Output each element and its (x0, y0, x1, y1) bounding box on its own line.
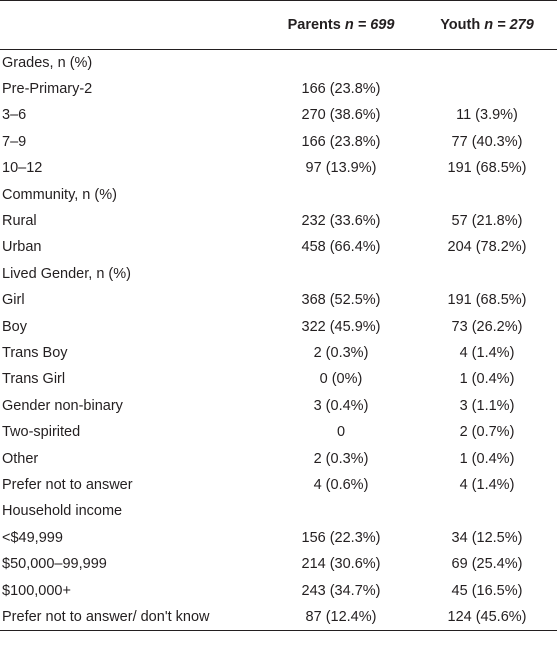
table-row (0, 577, 557, 603)
parents-value: 2 (0.3%) (313, 450, 369, 467)
youth-value: 45 (16.5%) (451, 582, 523, 599)
youth-value: 77 (40.3%) (451, 133, 523, 150)
parents-value: 0 (336, 424, 346, 441)
youth-value: 191 (68.5%) (447, 292, 527, 309)
youth-value (417, 76, 557, 102)
parents-label: Parents (287, 17, 345, 33)
row-label: Other (2, 450, 39, 467)
youth-value: 2 (0.7%) (459, 424, 515, 441)
parents-n: n = 699 (344, 17, 395, 33)
youth-value: 34 (12.5%) (451, 529, 523, 546)
row-label: Two-spirited (2, 424, 81, 441)
row-label: Lived Gender, n (%) (2, 265, 131, 282)
row-label: Prefer not to answer/ don't know (0, 604, 265, 630)
parents-value: 232 (33.6%) (301, 213, 381, 230)
youth-value: 191 (68.5%) (447, 160, 527, 177)
table-row (0, 604, 557, 630)
table-header (0, 1, 557, 50)
youth-value: 11 (3.9%) (456, 107, 518, 124)
table-row (0, 129, 557, 155)
table-row (0, 551, 557, 577)
table-row (0, 313, 557, 339)
table-row (0, 366, 557, 392)
youth-value (417, 181, 557, 207)
row-label: Household income (2, 503, 123, 520)
row-label: Community, n (%) (2, 186, 117, 203)
table-row (0, 234, 557, 260)
parents-value: 166 (23.8%) (301, 81, 381, 98)
row-label: 10–12 (2, 160, 43, 177)
row-label: Trans Girl (2, 371, 66, 388)
row-label: <$49,999 (2, 529, 63, 546)
parents-value: 322 (45.9%) (301, 318, 381, 335)
table-row (0, 498, 557, 524)
youth-n: n = 279 (484, 17, 534, 33)
parents-value: 458 (66.4%) (301, 239, 381, 256)
row-label: Gender non-binary (2, 397, 123, 414)
youth-value: 69 (25.4%) (451, 556, 523, 573)
table-row (0, 445, 557, 471)
parents-value (265, 261, 417, 287)
youth-value: 3 (1.1%) (459, 397, 515, 414)
parents-value (265, 498, 417, 524)
parents-value: 2 (0.3%) (313, 344, 369, 361)
row-label: Grades, n (%) (2, 54, 93, 71)
table-row (0, 287, 557, 313)
parents-value: 97 (13.9%) (305, 160, 377, 177)
parents-value: 166 (23.8%) (301, 133, 381, 150)
parents-value (265, 181, 417, 207)
row-label: Urban (2, 239, 42, 256)
table-row (0, 208, 557, 234)
parents-value: 3 (0.4%) (313, 397, 369, 414)
header-row (0, 1, 557, 50)
youth-value: 4 (1.4%) (459, 344, 515, 361)
table-row (0, 340, 557, 366)
parents-value: 156 (22.3%) (301, 529, 381, 546)
row-label: $100,000+ (2, 582, 71, 599)
youth-value (417, 50, 557, 76)
youth-value (417, 498, 557, 524)
table-row (0, 102, 557, 128)
header-youth (417, 1, 557, 50)
youth-value: 1 (0.4%) (459, 450, 515, 467)
table-row (0, 50, 557, 76)
row-label: Prefer not to answer (2, 476, 133, 493)
row-label: 7–9 (2, 133, 27, 150)
youth-value: 1 (0.4%) (459, 371, 515, 388)
youth-label: Youth (440, 17, 485, 33)
row-label: Trans Boy (2, 344, 68, 361)
row-label: Rural (2, 213, 37, 230)
row-label: Girl (2, 292, 25, 309)
parents-value: 87 (12.4%) (265, 604, 417, 630)
table-body (0, 50, 557, 631)
parents-value: 214 (30.6%) (301, 556, 381, 573)
table-row (0, 419, 557, 445)
table-row (0, 181, 557, 207)
youth-value (417, 261, 557, 287)
parents-value: 368 (52.5%) (301, 292, 381, 309)
row-label: Pre-Primary-2 (2, 81, 93, 98)
youth-value: 4 (1.4%) (459, 476, 515, 493)
youth-value: 73 (26.2%) (451, 318, 523, 335)
header-parents (265, 1, 417, 50)
header-blank-cell (0, 1, 265, 50)
table-row (0, 525, 557, 551)
parents-value: 4 (0.6%) (313, 476, 369, 493)
parents-value: 243 (34.7%) (301, 582, 381, 599)
row-label: 3–6 (2, 107, 27, 124)
table-row (0, 76, 557, 102)
table-row (0, 393, 557, 419)
table-row (0, 472, 557, 498)
row-label: $50,000–99,999 (2, 556, 107, 573)
row-label: Boy (2, 318, 27, 335)
table-row (0, 155, 557, 181)
table-row (0, 261, 557, 287)
youth-value: 204 (78.2%) (447, 239, 527, 256)
youth-value: 57 (21.8%) (451, 213, 523, 230)
youth-value: 124 (45.6%) (417, 604, 557, 630)
parents-value (265, 50, 417, 76)
parents-value: 0 (0%) (319, 371, 363, 388)
parents-value: 270 (38.6%) (301, 107, 381, 124)
